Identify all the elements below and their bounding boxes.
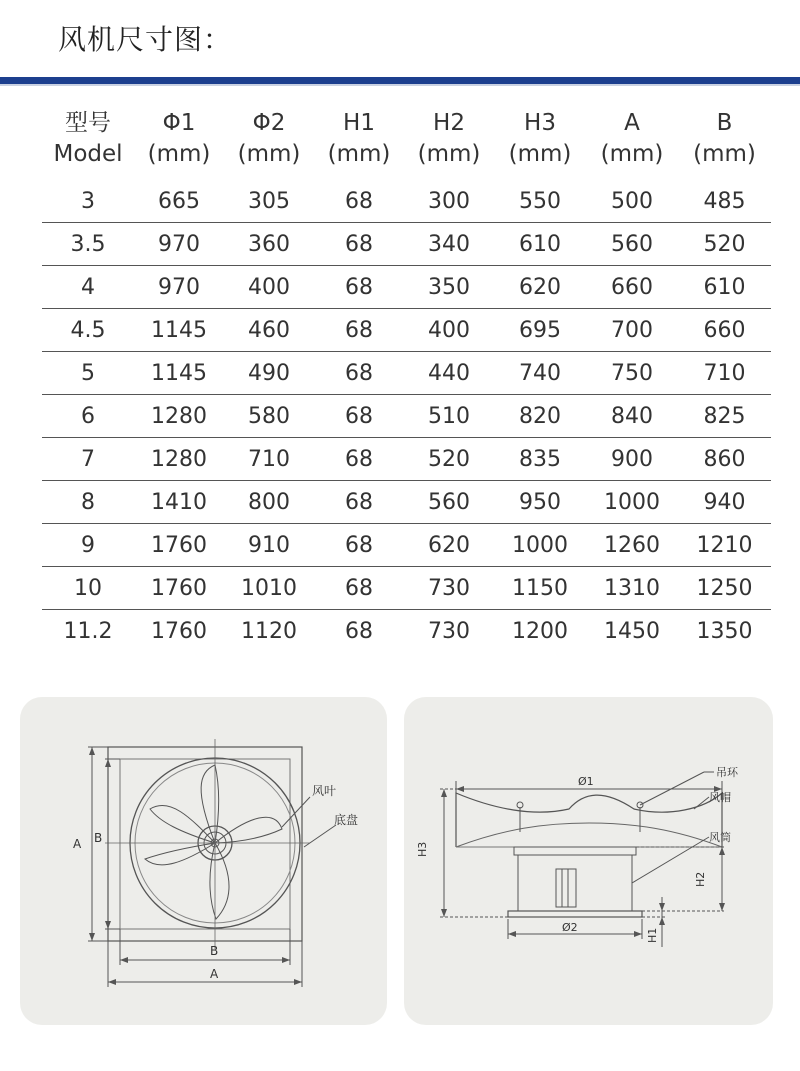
column-header: [134, 108, 224, 180]
table-row: [42, 438, 771, 481]
table-cell: 8: [42, 481, 134, 524]
table-cell: 520: [404, 438, 494, 481]
table-cell: 620: [494, 266, 586, 309]
table-cell: 68: [314, 395, 404, 438]
dim-b-vertical-label: B: [94, 831, 103, 845]
front-view-panel: [20, 697, 387, 1025]
table-cell: 660: [586, 266, 678, 309]
table-cell: 710: [678, 352, 771, 395]
table-cell: 900: [586, 438, 678, 481]
fan-cap-label: 风帽: [709, 791, 731, 804]
table-cell: 6: [42, 395, 134, 438]
column-header: [314, 108, 404, 180]
table-cell: 5: [42, 352, 134, 395]
table-cell: 1010: [224, 567, 314, 610]
table-cell: 4: [42, 266, 134, 309]
column-header-name: B: [716, 110, 733, 136]
column-header-unit: (mm): [327, 141, 391, 167]
side-view-diagram: [404, 697, 773, 1025]
table-cell: 440: [404, 352, 494, 395]
column-header: [224, 108, 314, 180]
table-cell: 360: [224, 223, 314, 266]
table-cell: 825: [678, 395, 771, 438]
table-row: [42, 223, 771, 266]
table-cell: 1350: [696, 618, 753, 644]
table-cell: 940: [678, 481, 771, 524]
table-cell: 500: [586, 180, 678, 223]
column-header-unit: (mm): [147, 141, 211, 167]
dim-h1-label: H1: [646, 927, 659, 943]
table-cell: 1210: [678, 524, 771, 567]
table-header-row: [42, 108, 771, 180]
table-cell: 340: [404, 223, 494, 266]
column-header-unit: (mm): [600, 141, 664, 167]
table-cell: 970: [134, 223, 224, 266]
table-cell: 68: [314, 180, 404, 223]
table-cell: 550: [494, 180, 586, 223]
table-cell: 580: [224, 395, 314, 438]
table-cell: 1450: [604, 618, 660, 644]
table-row: [42, 524, 771, 567]
table-cell: 1760: [151, 618, 207, 644]
table-cell: 9: [42, 524, 134, 567]
table-cell: 510: [404, 395, 494, 438]
table-cell: 3: [42, 180, 134, 223]
table-cell: 11.2: [63, 618, 113, 644]
table-cell: 305: [224, 180, 314, 223]
table-row: [42, 481, 771, 524]
table-body: [42, 180, 771, 652]
table-cell: 1000: [494, 524, 586, 567]
table-cell: 730: [404, 567, 494, 610]
table-cell: 610: [494, 223, 586, 266]
column-header-unit: (mm): [237, 141, 301, 167]
column-header: [42, 108, 134, 180]
table-cell: 610: [678, 266, 771, 309]
table-cell: 840: [586, 395, 678, 438]
column-header-name: H2: [433, 110, 465, 136]
table-cell: 68: [345, 618, 373, 644]
table-cell: 68: [314, 481, 404, 524]
table-cell: 910: [224, 524, 314, 567]
table-cell: 750: [586, 352, 678, 395]
table-row: [42, 395, 771, 438]
table-cell: 1150: [494, 567, 586, 610]
page-title: 风机尺寸图：: [58, 23, 233, 56]
dim-h2-label: H2: [694, 871, 707, 887]
dim-phi1-label: Ø1: [578, 775, 594, 788]
table-row: [42, 266, 771, 309]
table-cell: 1280: [134, 438, 224, 481]
column-header-unit: (mm): [417, 141, 481, 167]
dim-phi2-label: Ø2: [562, 921, 578, 934]
table-cell: 1760: [134, 567, 224, 610]
table-cell: 1145: [134, 309, 224, 352]
column-header-name: A: [624, 110, 640, 136]
table-cell: 400: [404, 309, 494, 352]
table-cell: 800: [224, 481, 314, 524]
table-cell: 3.5: [42, 223, 134, 266]
base-plate-label: 底盘: [334, 813, 359, 827]
column-header: [586, 108, 678, 180]
column-header-unit: (mm): [508, 141, 572, 167]
column-header-name: Φ2: [252, 110, 286, 136]
table-cell: 68: [314, 524, 404, 567]
title-accent-bar: [0, 77, 800, 84]
table-cell: 350: [404, 266, 494, 309]
dim-b-horizontal-label: B: [210, 944, 219, 958]
dimension-table: [42, 108, 771, 652]
table-cell: 1760: [134, 524, 224, 567]
column-header-unit: Model: [53, 141, 123, 167]
table-cell: 950: [494, 481, 586, 524]
table-row: [42, 610, 771, 653]
column-header-unit: (mm): [693, 141, 756, 167]
dim-a-vertical-label: A: [73, 837, 82, 851]
table-cell: 68: [314, 223, 404, 266]
column-header: [494, 108, 586, 180]
title-accent-shadow: [0, 84, 800, 86]
table-cell: 7: [42, 438, 134, 481]
column-header-name: H1: [343, 110, 375, 136]
dim-a-horizontal-label: A: [210, 967, 219, 981]
table-cell: 1145: [134, 352, 224, 395]
table-cell: 10: [42, 567, 134, 610]
column-header-name: 型号: [65, 110, 111, 136]
table-cell: 400: [224, 266, 314, 309]
table-cell: 700: [586, 309, 678, 352]
table-cell: 820: [494, 395, 586, 438]
dim-h3-label: H3: [416, 841, 429, 857]
table-cell: 68: [314, 352, 404, 395]
table-row: [42, 352, 771, 395]
side-view-panel: [404, 697, 773, 1025]
table-cell: 1310: [586, 567, 678, 610]
table-cell: 740: [494, 352, 586, 395]
fan-blade-label: 风叶: [312, 784, 337, 798]
table-cell: 660: [678, 309, 771, 352]
table-cell: 560: [586, 223, 678, 266]
table-cell: 1280: [134, 395, 224, 438]
table-cell: 1200: [512, 618, 568, 644]
table-cell: 1250: [678, 567, 771, 610]
table-cell: 485: [678, 180, 771, 223]
column-header-name: Φ1: [162, 110, 196, 136]
table-cell: 68: [314, 266, 404, 309]
table-cell: 68: [314, 567, 404, 610]
table-cell: 490: [224, 352, 314, 395]
table-cell: 1260: [586, 524, 678, 567]
table-cell: 835: [494, 438, 586, 481]
table-row: [42, 567, 771, 610]
table-cell: 4.5: [42, 309, 134, 352]
table-row: [42, 180, 771, 223]
table-cell: 560: [404, 481, 494, 524]
column-header: [678, 108, 771, 180]
column-header-name: H3: [524, 110, 556, 136]
column-header: [404, 108, 494, 180]
table-cell: 1000: [586, 481, 678, 524]
fan-duct-label: 风筒: [709, 831, 731, 844]
table-cell: 68: [314, 438, 404, 481]
table-cell: 730: [428, 618, 470, 644]
table-cell: 860: [678, 438, 771, 481]
lifting-ring-label: 吊环: [716, 766, 738, 779]
table-cell: 970: [134, 266, 224, 309]
front-view-diagram: [20, 697, 387, 1025]
table-cell: 710: [224, 438, 314, 481]
table-cell: 460: [224, 309, 314, 352]
table-cell: 620: [404, 524, 494, 567]
table-row: [42, 309, 771, 352]
table-cell: 300: [404, 180, 494, 223]
table-cell: 68: [314, 309, 404, 352]
table-cell: 520: [678, 223, 771, 266]
table-cell: 1120: [241, 618, 297, 644]
table-cell: 695: [494, 309, 586, 352]
table-cell: 1410: [134, 481, 224, 524]
table-cell: 665: [134, 180, 224, 223]
